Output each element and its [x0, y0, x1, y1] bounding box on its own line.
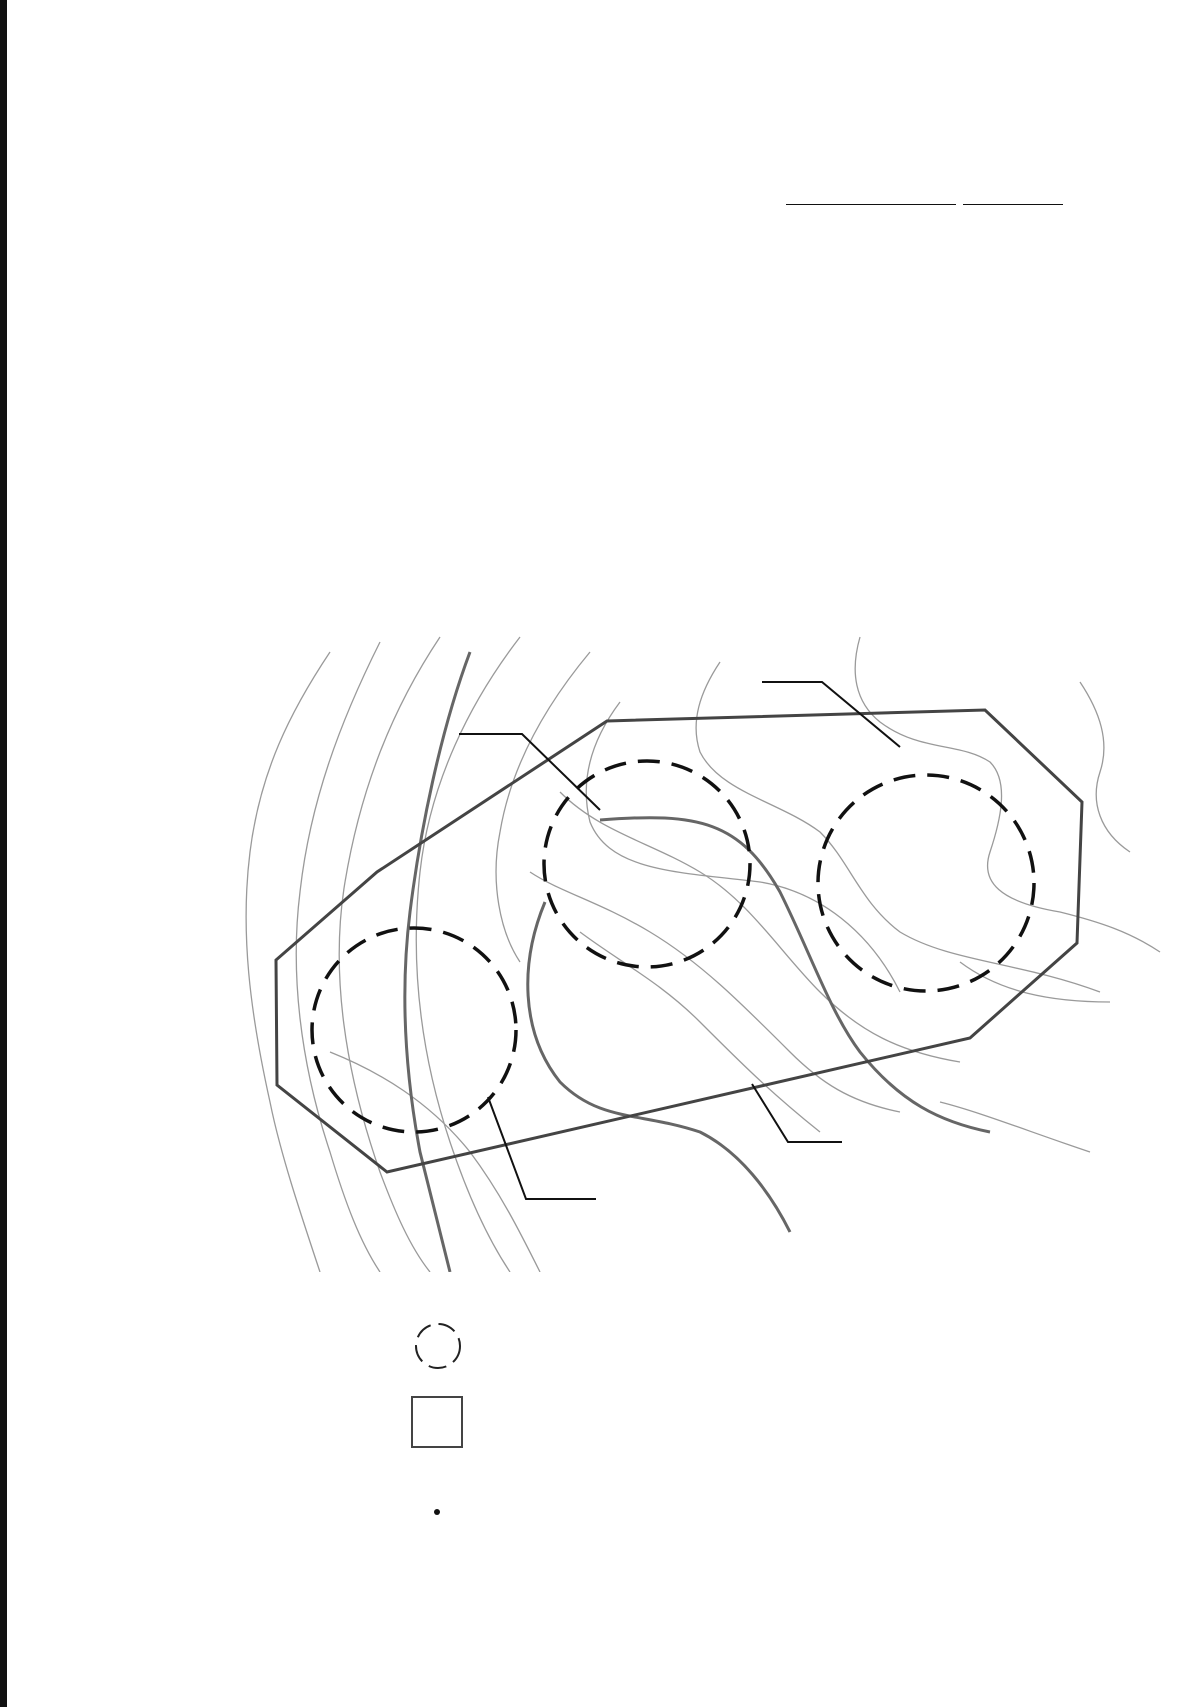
kurgan-3-mound: [312, 928, 516, 1132]
number-field: [963, 176, 1063, 205]
legend-dashed-circle-symbol: [410, 1318, 466, 1374]
boundary-map: [0, 632, 1200, 1272]
contour-lines: [246, 637, 1160, 1272]
kurgan-2-mound: [544, 761, 750, 967]
okn-territory-boundary: [276, 710, 1082, 1172]
kurgan-1-mound: [818, 775, 1034, 991]
legend-square-symbol: [410, 1395, 464, 1449]
document-title: [100, 372, 1200, 376]
legend-turning-point-symbol: [425, 1482, 465, 1522]
date-number-line: [786, 176, 1063, 214]
date-field: [786, 176, 956, 205]
approval-block: [786, 176, 1063, 214]
